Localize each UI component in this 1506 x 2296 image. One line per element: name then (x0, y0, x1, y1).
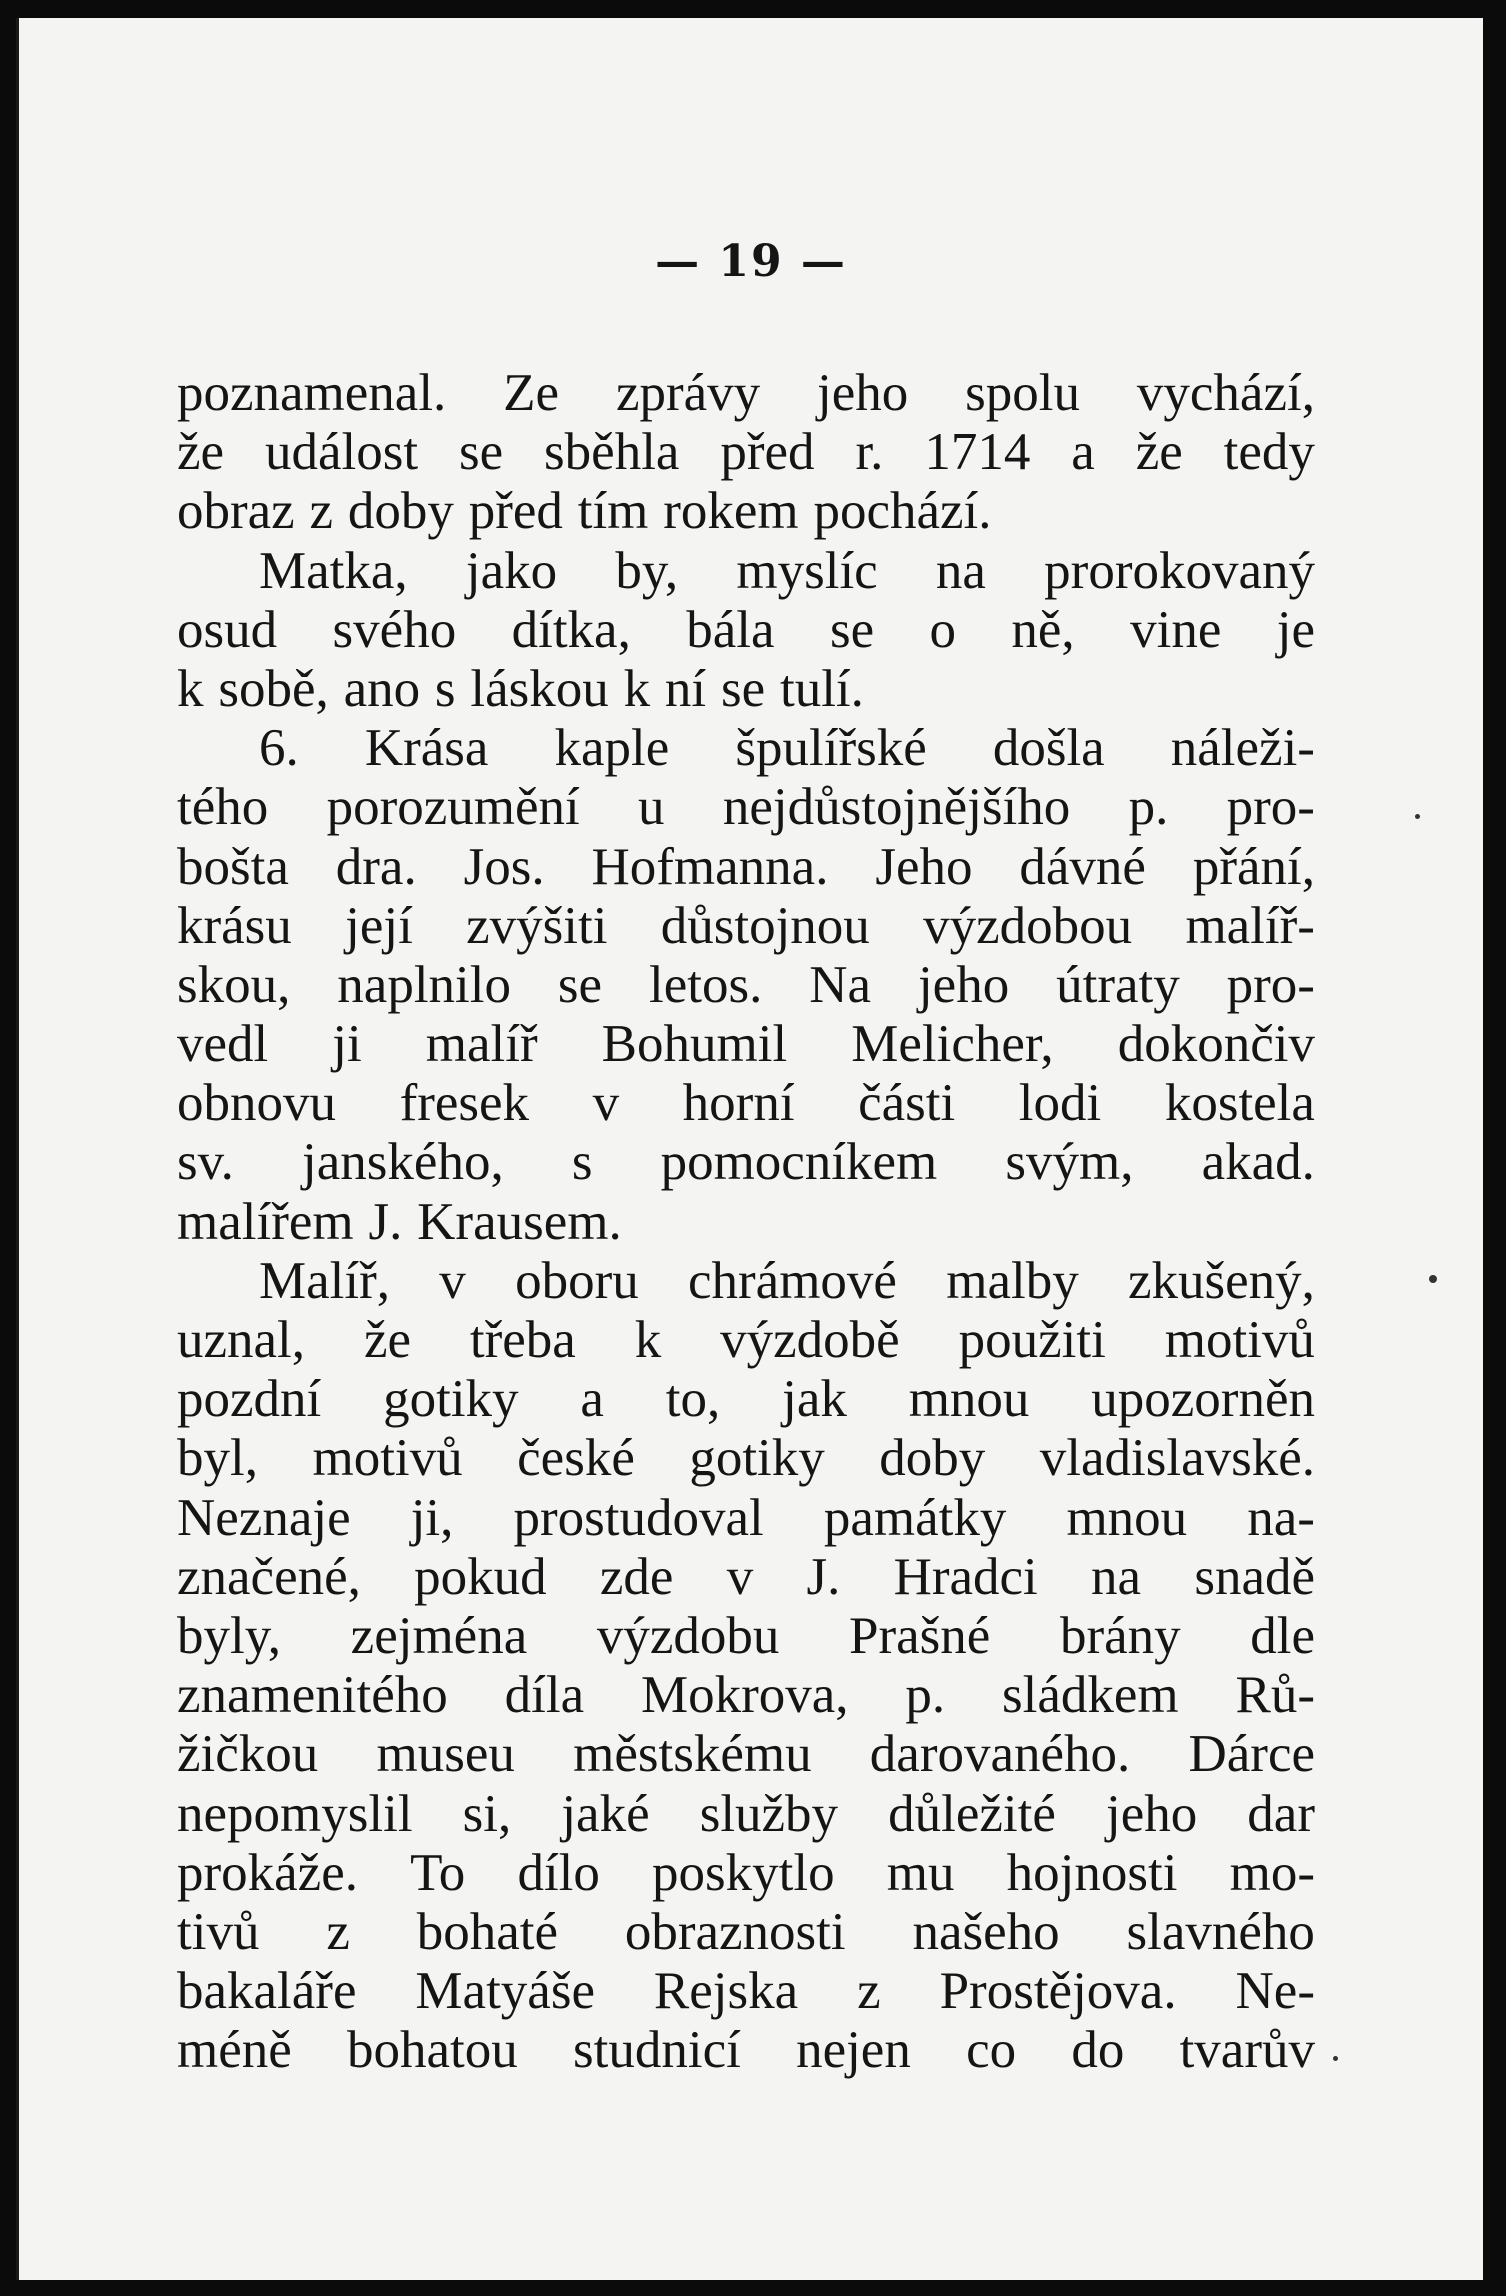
text-word: pro- (1226, 778, 1315, 837)
text-word: sv. (177, 1133, 234, 1192)
text-word: zvýšiti (466, 896, 608, 955)
text-word: špulířské (735, 719, 927, 778)
text-word: Prašné (849, 1606, 991, 1665)
text-word: díla (504, 1666, 585, 1725)
text-word: láskou (470, 659, 609, 718)
text-word: Matyáše (415, 1962, 595, 2021)
text-word: Prostějova. (939, 1962, 1177, 2021)
text-word: znamenitého (177, 1666, 448, 1725)
text-word: gotiky (689, 1429, 825, 1488)
text-line (177, 364, 1315, 423)
text-word: byl, (177, 1429, 258, 1488)
text-word: událost (264, 423, 419, 482)
text-word: přání, (1192, 837, 1315, 896)
text-word: se (458, 423, 504, 482)
text-word: co (966, 2021, 1017, 2080)
text-word: rokem (663, 482, 799, 541)
text-line (177, 956, 1315, 1015)
text-line (177, 660, 1315, 719)
text-word: Krása (364, 719, 489, 778)
text-word: k (623, 659, 651, 718)
text-word: jak (782, 1370, 847, 1429)
text-word: vedl (177, 1015, 269, 1074)
text-word: dítka, (511, 600, 631, 659)
speck (1415, 814, 1420, 819)
text-word: motivů (1164, 1311, 1315, 1369)
text-word: ji (332, 1015, 362, 1074)
text-word: vladislavské. (1039, 1429, 1315, 1488)
text-word: kostela (1164, 1074, 1315, 1133)
text-line (177, 482, 1315, 541)
text-word: našeho (912, 1902, 1060, 1961)
text-line (177, 838, 1315, 897)
text-word: výzdobě (720, 1311, 900, 1369)
text-word: to, (665, 1370, 721, 1429)
text-word: dar (1247, 1784, 1315, 1843)
text-word: studnicí (573, 2021, 741, 2080)
text-line (177, 1429, 1315, 1488)
text-line (177, 897, 1315, 956)
text-word: Rejska (653, 1962, 799, 2021)
text-word: J. (806, 1547, 841, 1606)
text-word: že (1135, 423, 1183, 482)
text-line (177, 778, 1315, 837)
text-line (177, 423, 1315, 482)
text-word: spolu (965, 364, 1081, 422)
text-word: mnou (908, 1370, 1030, 1429)
text-word: bakaláře (177, 1962, 357, 2021)
text-word: s (571, 1133, 593, 1192)
text-line (177, 1193, 1315, 1252)
text-word: poskytlo (652, 1843, 835, 1902)
text-word: před (468, 482, 563, 541)
speck (1333, 2056, 1338, 2061)
text-word: dávné (1019, 837, 1146, 896)
text-word: jeho (817, 364, 909, 422)
text-word: na (935, 541, 986, 600)
text-word: obnovu (177, 1074, 336, 1133)
text-line (177, 1666, 1315, 1725)
text-word: To (410, 1843, 466, 1902)
text-word: pozdní (177, 1370, 322, 1429)
text-word: že (363, 1311, 411, 1369)
text-word: malířem (177, 1192, 354, 1251)
text-word: svým, (1005, 1133, 1134, 1192)
text-word: jeho (1105, 1784, 1198, 1843)
text-word: Krausem. (417, 1192, 622, 1251)
text-word: Dárce (1188, 1725, 1315, 1784)
text-line (177, 1607, 1315, 1666)
text-word: sládkem (1002, 1666, 1179, 1725)
text-word: s (434, 659, 456, 718)
text-word: prorokovaný (1044, 541, 1315, 600)
text-word: p. (905, 1666, 946, 1725)
text-word: dle (1250, 1606, 1315, 1665)
text-word: porozumění (326, 778, 580, 837)
text-word: nejdůstojnějšího (722, 778, 1071, 837)
text-word: pochází. (813, 482, 992, 541)
text-word: r. (855, 423, 884, 482)
text-word: lodi (1018, 1074, 1102, 1133)
text-word: z (857, 1962, 881, 2021)
text-word: ně, (1011, 600, 1075, 659)
text-word: oboru (515, 1251, 639, 1310)
text-word: mu (886, 1843, 955, 1902)
text-word: zejména (350, 1606, 528, 1665)
text-word: její (345, 896, 413, 955)
text-word: mo- (1229, 1843, 1315, 1902)
text-word: 6. (259, 719, 299, 778)
text-word: méně (177, 2021, 292, 2080)
text-word: horní (682, 1074, 795, 1133)
text-word: prokáže. (177, 1843, 358, 1902)
text-line (177, 1903, 1315, 1962)
text-word: bohatou (347, 2021, 518, 2080)
text-word: u (638, 778, 665, 837)
text-word: ano (343, 659, 421, 718)
text-word: náleži- (1170, 719, 1315, 778)
page-number: — 19 — (655, 236, 847, 287)
text-word: zprávy (615, 364, 761, 422)
text-word: uznal, (177, 1311, 306, 1369)
text-word: vychází, (1136, 364, 1315, 422)
text-word: vine (1130, 600, 1222, 659)
text-word: zde (599, 1547, 674, 1606)
text-word: motivů (312, 1429, 463, 1488)
text-word: dílo (517, 1843, 600, 1902)
text-word: malíř (425, 1015, 538, 1074)
text-word: Ze (503, 364, 560, 422)
text-word: janského, (302, 1133, 504, 1192)
text-word: Hradci (893, 1547, 1038, 1606)
text-word: výzdobou (923, 896, 1133, 955)
text-line (177, 1074, 1315, 1133)
text-line (177, 1370, 1315, 1429)
text-word: se (829, 600, 875, 659)
text-word: použiti (958, 1311, 1106, 1369)
text-line (177, 1962, 1315, 2021)
text-word: 1714 (924, 423, 1031, 482)
text-word: do (1071, 2021, 1125, 2080)
text-line (177, 1725, 1315, 1784)
text-word: dokončiv (1117, 1015, 1315, 1074)
text-word: by, (615, 541, 679, 600)
text-word: Ne- (1235, 1962, 1315, 2021)
text-word: kaple (554, 719, 670, 778)
text-word: o (929, 600, 956, 659)
text-word: krásu (177, 896, 292, 955)
text-word: jeho (917, 955, 1010, 1014)
text-word: nejen (796, 2021, 911, 2080)
text-word: Neznaje (177, 1488, 351, 1547)
text-word: byly, (177, 1606, 282, 1665)
text-line (177, 1844, 1315, 1903)
text-line (177, 1015, 1315, 1074)
text-word: upozorněn (1091, 1370, 1315, 1429)
text-word: doby (347, 482, 454, 541)
text-line (177, 2021, 1315, 2080)
text-word: osud (177, 600, 278, 659)
text-word: Melicher, (851, 1015, 1054, 1074)
text-word: chrámové (688, 1251, 897, 1310)
text-word: z (326, 1902, 350, 1961)
text-word: skou, (177, 955, 291, 1014)
text-word: malby (946, 1251, 1079, 1310)
text-word: fresek (399, 1074, 530, 1133)
text-word: nepomyslil (177, 1784, 413, 1843)
text-word: brány (1059, 1606, 1181, 1665)
text-word: a (580, 1370, 604, 1429)
text-word: Jos. (463, 837, 545, 896)
text-line (177, 601, 1315, 660)
text-word: městskému (573, 1725, 812, 1784)
text-word: doby (879, 1429, 986, 1488)
text-line (177, 1133, 1315, 1192)
text-word: v (592, 1074, 620, 1133)
text-word: slavného (1126, 1902, 1315, 1961)
text-word: Hofmanna. (591, 837, 829, 896)
text-word: tedy (1223, 423, 1315, 482)
text-word: tivů (177, 1902, 260, 1961)
text-word: zkušený, (1128, 1251, 1315, 1310)
text-word: jako (465, 541, 558, 600)
text-word: Jeho (875, 837, 973, 896)
text-line (177, 542, 1315, 601)
text-word: jaké (561, 1784, 650, 1843)
book-page (16, 18, 1483, 2280)
text-word: před (720, 423, 815, 482)
text-word: důležité (888, 1784, 1056, 1843)
text-word: značené, (177, 1547, 361, 1606)
text-word: třeba (469, 1311, 576, 1369)
text-word: služby (699, 1784, 839, 1843)
text-word: prostudoval (513, 1488, 764, 1547)
text-word: dra. (335, 837, 417, 896)
text-word: Matka, (259, 541, 408, 600)
text-word: tím (577, 482, 649, 541)
text-word: naplnilo (337, 955, 511, 1014)
text-word: z (309, 482, 334, 541)
text-word: hojnosti (1006, 1843, 1178, 1902)
text-word: je (1276, 600, 1315, 659)
text-word: že (177, 423, 225, 482)
text-word: akad. (1201, 1133, 1315, 1192)
text-word: darovaného. (869, 1725, 1131, 1784)
text-word: pokud (414, 1547, 547, 1606)
text-word: bošta (177, 837, 289, 896)
text-word: útraty (1056, 955, 1180, 1014)
text-word: p. (1128, 778, 1169, 837)
text-word: snadě (1194, 1547, 1315, 1606)
text-word: žičkou (177, 1725, 319, 1784)
text-word: ji, (410, 1488, 454, 1547)
text-word: tvarův (1179, 2021, 1315, 2080)
text-word: sběhla (544, 423, 680, 482)
text-word: české (517, 1429, 635, 1488)
text-word: mnou (1066, 1488, 1188, 1547)
text-word: důstojnou (660, 896, 870, 955)
text-word: v (726, 1547, 754, 1606)
text-word: museu (376, 1725, 515, 1784)
text-line (177, 1311, 1315, 1370)
text-line (177, 1785, 1315, 1844)
text-word: obraz (177, 482, 295, 541)
text-word: sobě, (218, 659, 329, 718)
text-word: pomocníkem (660, 1133, 938, 1192)
text-word: Mokrova, (640, 1666, 849, 1725)
text-word: na- (1247, 1488, 1315, 1547)
text-word: svého (332, 600, 457, 659)
text-word: gotiky (383, 1370, 519, 1429)
text-word: bohaté (416, 1902, 558, 1961)
text-word: letos. (648, 955, 763, 1014)
text-word: v (439, 1251, 466, 1310)
text-line (177, 1548, 1315, 1607)
text-word: Bohumil (601, 1015, 788, 1074)
text-word: části (858, 1074, 956, 1133)
text-word: k (177, 659, 204, 718)
speck (1429, 1275, 1437, 1283)
text-word: se (720, 659, 766, 718)
text-word: bála (686, 600, 775, 659)
text-line (177, 1489, 1315, 1548)
text-word: a (1071, 423, 1095, 482)
text-word: došla (992, 719, 1105, 778)
text-word: Rů- (1235, 1666, 1315, 1725)
text-word: tulí. (779, 659, 864, 718)
text-word: Na (809, 955, 872, 1014)
text-word: obraznosti (624, 1902, 846, 1961)
text-word: tého (177, 778, 269, 837)
text-line (177, 1252, 1315, 1311)
text-word: památky (823, 1488, 1007, 1547)
text-word: pro- (1226, 955, 1315, 1014)
text-word: výzdobu (596, 1606, 780, 1665)
text-word: na (1091, 1547, 1142, 1606)
text-word: k (634, 1311, 662, 1369)
text-word: ní (664, 659, 707, 718)
text-word: Malíř, (259, 1251, 390, 1310)
text-line (177, 719, 1315, 778)
body-text (177, 364, 1315, 2080)
text-word: malíř- (1185, 896, 1315, 955)
text-word: myslíc (736, 541, 878, 600)
text-word: J. (368, 1192, 403, 1251)
text-word: si, (462, 1784, 512, 1843)
text-word: poznamenal. (177, 364, 447, 422)
text-word: se (557, 955, 603, 1014)
